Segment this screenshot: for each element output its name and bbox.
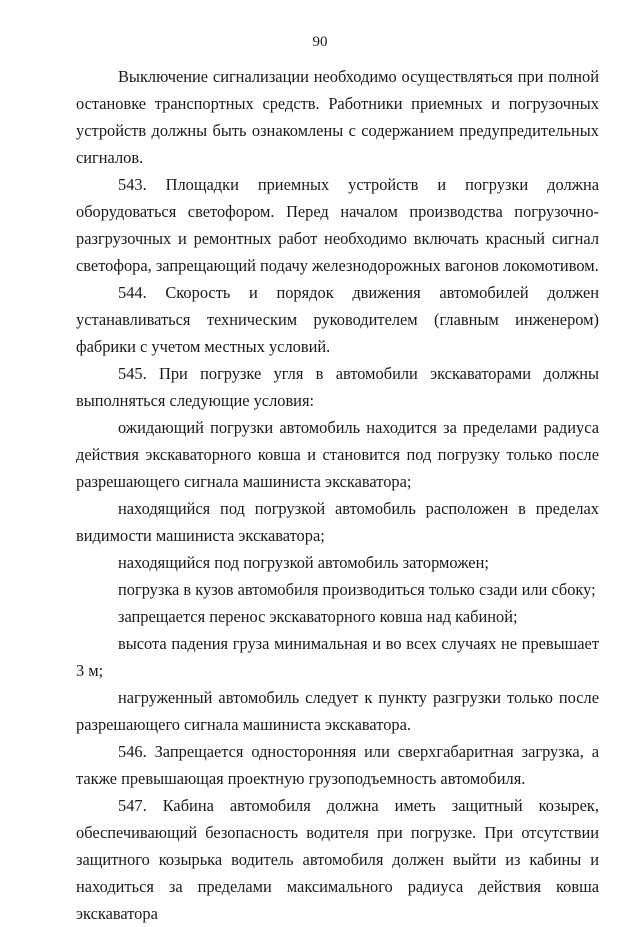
document-body [76,63,599,927]
list-item-drop-height: высота падения груза минимальная и во всех случаях не превышает 3 м; [76,634,599,680]
list-item-visibility: находящийся под погрузкой автомобиль расположен в пределах видимости машиниста экскаватора; [76,499,599,545]
paragraph-544: 544. Скорость и порядок движения автомобилей должен устанавливаться техническим руководителем (главным инженером) фабрики с учетом местных условий. [76,283,599,356]
paragraph-signal-shutdown: Выключение сигнализации необходимо осуществляться при полной остановке транспортных средств. Работники приемных и погрузочных устройств должны быть ознакомлены с содержанием предупредительных сигналов. [76,67,599,167]
paragraph-546: 546. Запрещается односторонняя или сверхгабаритная загрузка, а также превышающая проектную грузоподъемность автомобиля. [76,742,599,788]
list-item-loading-direction: погрузка в кузов автомобиля производиться только сзади или сбоку; [118,580,596,599]
paragraph-545: 545. При погрузке угля в автомобили экскаваторами должны выполняться следующие условия: [76,364,599,410]
list-item-loaded-vehicle: нагруженный автомобиль следует к пункту разгрузки только после разрешающего сигнала машиниста экскаватора. [76,688,599,734]
paragraph-543: 543. Площадки приемных устройств и погрузки должна оборудоваться светофором. Перед началом производства погрузочно-разгрузочных и ремонтных работ необходимо включать красный сигнал светофора, запрещающий подачу железнодорожных вагонов локомотивом. [76,175,599,275]
paragraph-547: 547. Кабина автомобиля должна иметь защитный козырек, обеспечивающий безопасность водителя при погрузке. При отсутствии защитного козырька водитель автомобиля должен выйти из кабины и находиться за пределами максимального радиуса действия ковша экскаватора [76,796,599,923]
list-item-braked: находящийся под погрузкой автомобиль заторможен; [118,553,489,572]
list-item-bucket-over-cabin: запрещается перенос экскаваторного ковша над кабиной; [118,607,518,626]
list-item-waiting-vehicle: ожидающий погрузки автомобиль находится за пределами радиуса действия экскаваторного ковша и становится под погрузку только после разрешающего сигнала машиниста экскаватора; [76,418,599,491]
page-number: 90 [312,34,328,50]
